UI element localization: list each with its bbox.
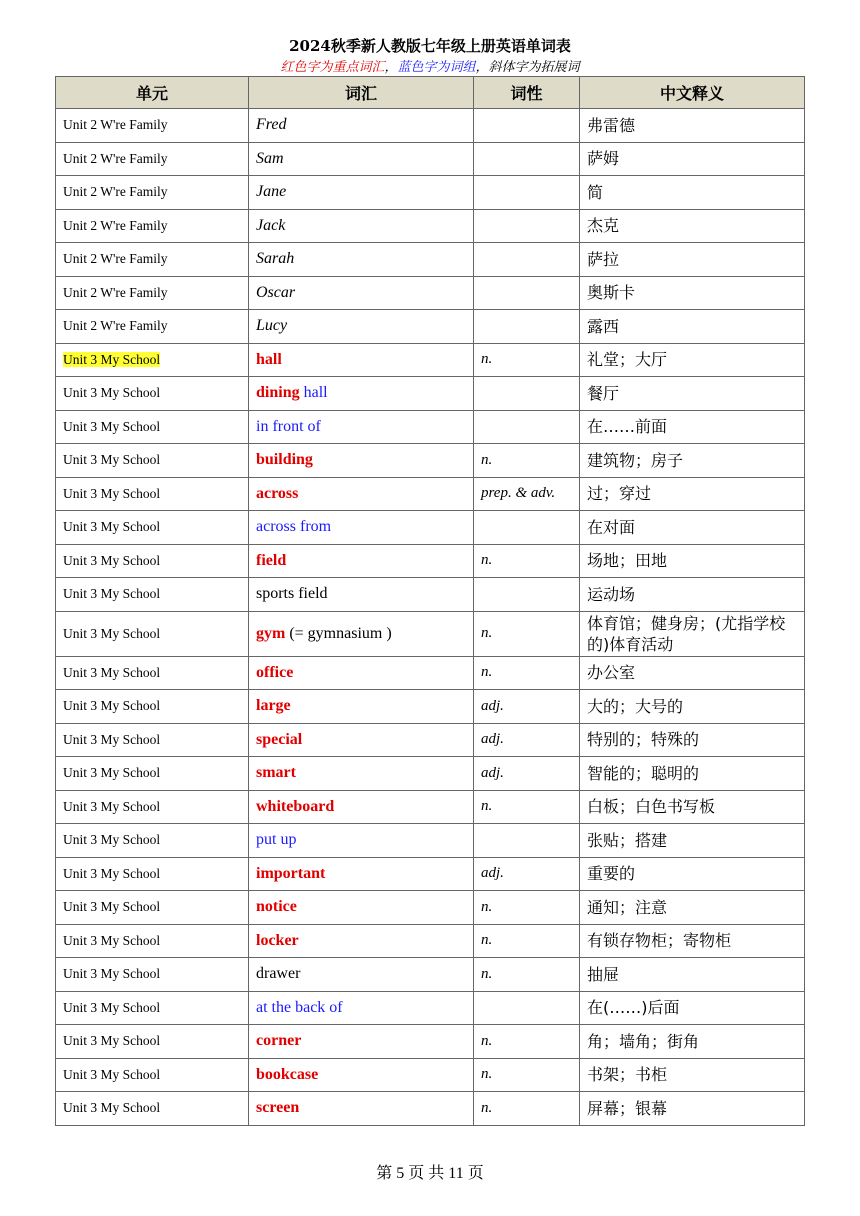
cell-meaning: 礼堂；大厅: [580, 343, 805, 377]
cell-pos: adj.: [474, 857, 580, 891]
vocab-word: important: [256, 864, 326, 882]
vocab-word: office: [256, 663, 294, 681]
cell-word: [249, 1092, 474, 1126]
table-row: [56, 958, 805, 992]
cell-pos: n.: [474, 958, 580, 992]
cell-unit: [56, 1058, 249, 1092]
cell-meaning: 通知；注意: [580, 891, 805, 925]
unit-label: Unit 3 My School: [63, 351, 161, 367]
table-row: [56, 723, 805, 757]
vocab-word: gym: [256, 624, 286, 642]
vocab-word: special: [256, 730, 303, 748]
cell-unit: [56, 477, 249, 511]
cell-unit: [56, 544, 249, 578]
cell-unit: [56, 723, 249, 757]
cell-meaning: 场地；田地: [580, 544, 805, 578]
cell-pos: n.: [474, 1092, 580, 1126]
cell-word: [249, 611, 474, 656]
unit-label: Unit 3 My School: [63, 552, 161, 568]
cell-unit: [56, 857, 249, 891]
vocabulary-table: [55, 76, 805, 1126]
cell-word: [249, 690, 474, 724]
cell-unit: [56, 1092, 249, 1126]
vocab-word: Fred: [256, 116, 287, 134]
table-row: [56, 209, 805, 243]
vocab-word: corner: [256, 1032, 302, 1050]
unit-label: Unit 2 W're Family: [63, 284, 168, 300]
vocab-word: whiteboard: [256, 797, 335, 815]
unit-label: Unit 3 My School: [63, 765, 161, 781]
cell-pos: [474, 243, 580, 277]
cell-word: [249, 511, 474, 545]
table-row: [56, 991, 805, 1025]
cell-unit: [56, 958, 249, 992]
cell-meaning: 办公室: [580, 656, 805, 690]
cell-meaning: 重要的: [580, 857, 805, 891]
cell-unit: [56, 410, 249, 444]
cell-meaning: 白板；白色书写板: [580, 790, 805, 824]
cell-meaning: 体育馆；健身房；(尤指学校的)体育活动: [580, 611, 805, 656]
vocab-word: across from: [256, 518, 332, 536]
cell-word: [249, 243, 474, 277]
cell-unit: [56, 377, 249, 411]
vocab-word: Jack: [256, 216, 286, 234]
table-row: [56, 656, 805, 690]
vocab-word: Oscar: [256, 283, 296, 301]
cell-meaning: 张贴；搭建: [580, 824, 805, 858]
vocab-word: Sam: [256, 149, 284, 167]
unit-label: Unit 3 My School: [63, 966, 161, 982]
cell-meaning: 运动场: [580, 578, 805, 612]
cell-unit: [56, 690, 249, 724]
unit-label: Unit 3 My School: [63, 418, 161, 434]
cell-unit: [56, 578, 249, 612]
page-title: 2024秋季新人教版七年级上册英语单词表: [289, 37, 571, 55]
vocab-word: at the back of: [256, 998, 343, 1016]
table-row: [56, 891, 805, 925]
cell-pos: n.: [474, 1025, 580, 1059]
cell-word: [249, 176, 474, 210]
vocab-word: dining: [256, 384, 300, 402]
cell-pos: n.: [474, 343, 580, 377]
cell-unit: [56, 511, 249, 545]
unit-label: Unit 3 My School: [63, 832, 161, 848]
cell-unit: [56, 991, 249, 1025]
cell-pos: n.: [474, 891, 580, 925]
cell-word: [249, 578, 474, 612]
cell-pos: [474, 377, 580, 411]
vocab-word: drawer: [256, 965, 301, 983]
vocab-word: across: [256, 484, 299, 502]
cell-meaning: 萨姆: [580, 142, 805, 176]
cell-unit: [56, 109, 249, 143]
cell-meaning: 智能的；聪明的: [580, 757, 805, 791]
cell-pos: [474, 578, 580, 612]
unit-label: Unit 3 My School: [63, 1066, 161, 1082]
vocab-word-rest: (= gymnasium ): [285, 624, 392, 642]
vocab-word: building: [256, 451, 313, 469]
cell-pos: [474, 109, 580, 143]
cell-word: [249, 991, 474, 1025]
cell-meaning: 过；穿过: [580, 477, 805, 511]
legend-blue: 蓝色字为词组: [397, 60, 476, 75]
cell-unit: [56, 824, 249, 858]
cell-unit: [56, 276, 249, 310]
unit-label: Unit 2 W're Family: [63, 184, 168, 200]
vocab-word: hall: [256, 350, 282, 368]
vocab-word: put up: [256, 831, 297, 849]
unit-label: Unit 3 My School: [63, 586, 161, 602]
table-row: [56, 1092, 805, 1126]
unit-label: Unit 3 My School: [63, 865, 161, 881]
cell-pos: n.: [474, 544, 580, 578]
header-meaning: 中文释义: [580, 77, 805, 109]
cell-word: [249, 656, 474, 690]
unit-label: Unit 3 My School: [63, 664, 161, 680]
cell-unit: [56, 924, 249, 958]
cell-word: [249, 790, 474, 824]
vocab-word: Lucy: [256, 317, 288, 335]
table-row: [56, 611, 805, 656]
cell-meaning: 杰克: [580, 209, 805, 243]
cell-unit: [56, 656, 249, 690]
cell-unit: [56, 891, 249, 925]
cell-unit: [56, 243, 249, 277]
unit-label: Unit 2 W're Family: [63, 117, 168, 133]
cell-pos: [474, 209, 580, 243]
unit-label: Unit 3 My School: [63, 452, 161, 468]
cell-pos: n.: [474, 790, 580, 824]
vocab-word: bookcase: [256, 1065, 319, 1083]
cell-word: [249, 410, 474, 444]
table-row: [56, 276, 805, 310]
unit-label: Unit 3 My School: [63, 798, 161, 814]
cell-pos: n.: [474, 924, 580, 958]
cell-word: [249, 857, 474, 891]
cell-word: [249, 723, 474, 757]
cell-meaning: 角；墙角；街角: [580, 1025, 805, 1059]
cell-meaning: 弗雷德: [580, 109, 805, 143]
cell-pos: [474, 142, 580, 176]
cell-word: [249, 891, 474, 925]
cell-word: [249, 142, 474, 176]
vocab-word: screen: [256, 1099, 300, 1117]
cell-unit: [56, 209, 249, 243]
cell-meaning: 有锁存物柜；寄物柜: [580, 924, 805, 958]
cell-unit: [56, 343, 249, 377]
table-row: [56, 243, 805, 277]
header-pos: 词性: [474, 77, 580, 109]
vocab-word: Jane: [256, 183, 287, 201]
table-row: [56, 109, 805, 143]
cell-meaning: 奥斯卡: [580, 276, 805, 310]
cell-pos: n.: [474, 444, 580, 478]
cell-pos: [474, 410, 580, 444]
cell-word: [249, 109, 474, 143]
legend-italic: 斜体字为拓展词: [488, 60, 580, 75]
table-row: [56, 377, 805, 411]
cell-word: [249, 477, 474, 511]
unit-label: Unit 3 My School: [63, 932, 161, 948]
table-row: [56, 343, 805, 377]
table-row: [56, 511, 805, 545]
cell-unit: [56, 611, 249, 656]
legend-separator: ，: [384, 60, 398, 75]
vocab-word: Sarah: [256, 250, 295, 268]
cell-meaning: 书架；书柜: [580, 1058, 805, 1092]
cell-pos: adj.: [474, 757, 580, 791]
vocab-word: smart: [256, 764, 296, 782]
cell-meaning: 屏幕；银幕: [580, 1092, 805, 1126]
vocab-word: field: [256, 551, 287, 569]
cell-unit: [56, 1025, 249, 1059]
cell-pos: [474, 176, 580, 210]
header-word: 词汇: [249, 77, 474, 109]
cell-pos: n.: [474, 1058, 580, 1092]
table-row: [56, 544, 805, 578]
cell-meaning: 抽屉: [580, 958, 805, 992]
cell-meaning: 萨拉: [580, 243, 805, 277]
cell-pos: [474, 991, 580, 1025]
table-row: [56, 578, 805, 612]
unit-label: Unit 3 My School: [63, 485, 161, 501]
vocab-word: notice: [256, 898, 297, 916]
cell-meaning: 餐厅: [580, 377, 805, 411]
vocab-word: large: [256, 697, 291, 715]
table-row: [56, 924, 805, 958]
cell-word: [249, 1025, 474, 1059]
unit-label: Unit 3 My School: [63, 731, 161, 747]
cell-unit: [56, 790, 249, 824]
unit-label: Unit 3 My School: [63, 999, 161, 1015]
cell-meaning: 大的；大号的: [580, 690, 805, 724]
table-row: [56, 477, 805, 511]
cell-pos: n.: [474, 611, 580, 656]
cell-unit: [56, 757, 249, 791]
table-row: [56, 176, 805, 210]
cell-pos: n.: [474, 656, 580, 690]
cell-unit: [56, 142, 249, 176]
unit-label: Unit 2 W're Family: [63, 150, 168, 166]
cell-word: [249, 276, 474, 310]
table-header-row: [56, 77, 805, 109]
cell-meaning: 在……前面: [580, 410, 805, 444]
cell-pos: [474, 276, 580, 310]
table-row: [56, 310, 805, 344]
unit-label: Unit 2 W're Family: [63, 217, 168, 233]
legend-red: 红色字为重点词汇: [280, 60, 385, 75]
cell-pos: prep. & adv.: [474, 477, 580, 511]
vocab-word-rest: hall: [299, 384, 328, 402]
unit-label: Unit 3 My School: [63, 899, 161, 915]
table-body: [56, 109, 805, 1126]
cell-word: [249, 377, 474, 411]
table-row: [56, 857, 805, 891]
unit-label: Unit 3 My School: [63, 698, 161, 714]
unit-label: Unit 3 My School: [63, 1033, 161, 1049]
unit-label: Unit 2 W're Family: [63, 318, 168, 334]
cell-pos: [474, 824, 580, 858]
cell-meaning: 在(……)后面: [580, 991, 805, 1025]
table-row: [56, 757, 805, 791]
table-row: [56, 824, 805, 858]
cell-word: [249, 209, 474, 243]
vocab-word: in front of: [256, 417, 321, 435]
unit-label: Unit 3 My School: [63, 519, 161, 535]
cell-word: [249, 757, 474, 791]
cell-meaning: 简: [580, 176, 805, 210]
legend-separator: ，: [475, 60, 489, 75]
color-legend: [0, 56, 860, 75]
unit-label: Unit 3 My School: [63, 385, 161, 401]
page-footer: 第 5 页 共 11 页: [376, 1165, 484, 1182]
cell-meaning: 露西: [580, 310, 805, 344]
table-row: [56, 142, 805, 176]
table-row: [56, 690, 805, 724]
cell-word: [249, 824, 474, 858]
cell-word: [249, 444, 474, 478]
cell-word: [249, 958, 474, 992]
cell-word: [249, 310, 474, 344]
table-row: [56, 444, 805, 478]
cell-word: [249, 343, 474, 377]
cell-pos: [474, 511, 580, 545]
table-row: [56, 410, 805, 444]
header-unit: 单元: [56, 77, 249, 109]
unit-label: Unit 3 My School: [63, 625, 161, 641]
cell-meaning: 在对面: [580, 511, 805, 545]
cell-unit: [56, 310, 249, 344]
cell-pos: adj.: [474, 723, 580, 757]
cell-unit: [56, 176, 249, 210]
vocab-word: locker: [256, 931, 299, 949]
unit-label: Unit 2 W're Family: [63, 251, 168, 267]
cell-word: [249, 924, 474, 958]
table-row: [56, 1025, 805, 1059]
table-row: [56, 1058, 805, 1092]
table-row: [56, 790, 805, 824]
cell-meaning: 特别的；特殊的: [580, 723, 805, 757]
unit-label: Unit 3 My School: [63, 1100, 161, 1116]
vocab-word: sports field: [256, 585, 328, 603]
cell-pos: adj.: [474, 690, 580, 724]
cell-word: [249, 544, 474, 578]
cell-meaning: 建筑物；房子: [580, 444, 805, 478]
cell-pos: [474, 310, 580, 344]
cell-word: [249, 1058, 474, 1092]
cell-unit: [56, 444, 249, 478]
